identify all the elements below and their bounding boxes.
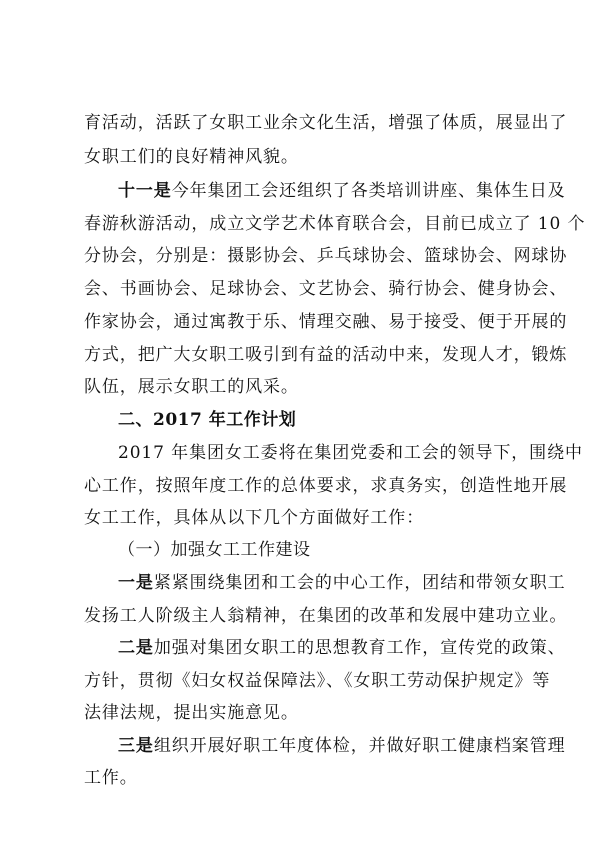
line-text: 2017 年集团女工委将在集团党委和工会的领导下，围绕中 (118, 443, 583, 463)
line-text: 春游秋游活动，成立文学艺术体育联合会，目前已成立了 10 个 (84, 214, 586, 234)
paragraph-line (84, 508, 424, 528)
paragraph-line (84, 606, 567, 626)
section-heading-text: 二、2017 年工作计划 (118, 410, 297, 430)
paragraph-line (84, 671, 550, 691)
line-text: 法律法规，提出实施意见。 (84, 703, 299, 723)
paragraph-line (118, 181, 566, 201)
line-text: 育活动，活跃了女职工业余文化生活，增强了体质，展显出了 (84, 113, 568, 133)
line-text: 方式，把广大女职工吸引到有益的活动中来，发现人才，锻炼 (84, 345, 568, 365)
paragraph-line (84, 113, 567, 133)
subsection-heading (118, 540, 311, 560)
line-text: 加强对集团女职工的思想教育工作，宣传党的政策、 (153, 638, 566, 658)
line-text: 作家协会，通过寓教于乐、情理交融、易于接受、便于开展的 (84, 312, 568, 332)
paragraph-line (84, 147, 299, 167)
item-lead: 二是 (118, 638, 154, 658)
line-text: 心工作，按照年度工作的总体要求，求真务实，创造性地开展 (84, 476, 568, 496)
paragraph-line (118, 573, 566, 593)
paragraph-line (84, 214, 585, 234)
paragraph-line (84, 768, 138, 788)
line-text: 工作。 (84, 768, 138, 788)
line-text: 发扬工人阶级主人翁精神，在集团的改革和发展中建功立业。 (84, 606, 568, 626)
line-text: 女工工作，具体从以下几个方面做好工作： (84, 508, 425, 528)
item-lead: 一是 (118, 573, 154, 593)
line-text: 紧紧围绕集团和工会的中心工作，团结和带领女职工 (153, 573, 566, 593)
line-text: 队伍，展示女职工的风采。 (84, 377, 299, 397)
subsection-heading-text: （一）加强女工工作建设 (118, 540, 311, 560)
paragraph-line (118, 443, 583, 463)
line-text: 今年集团工会还组织了各类培训讲座、集体生日及 (171, 181, 566, 201)
paragraph-line (84, 377, 299, 397)
line-text: 方针，贯彻《妇女权益保障法》、《女职工劳动保护规定》等 (84, 671, 551, 691)
line-text: 会、书画协会、足球协会、文艺协会、骑行协会、健身协会、 (84, 279, 568, 299)
paragraph-line (84, 279, 567, 299)
item-lead: 三是 (118, 736, 154, 756)
paragraph-line (84, 345, 567, 365)
paragraph-line (84, 312, 567, 332)
paragraph-line (84, 703, 299, 723)
paragraph-line (84, 476, 567, 496)
line-text: 女职工们的良好精神风貌。 (84, 147, 299, 167)
section-heading (118, 410, 296, 430)
paragraph-line (118, 736, 566, 756)
paragraph-line (84, 246, 567, 266)
line-text: 分协会，分别是：摄影协会、乒乓球协会、篮球协会、网球协 (84, 246, 568, 266)
item-lead: 十一是 (118, 181, 172, 201)
paragraph-line (118, 638, 566, 658)
line-text: 组织开展好职工年度体检，并做好职工健康档案管理 (153, 736, 566, 756)
